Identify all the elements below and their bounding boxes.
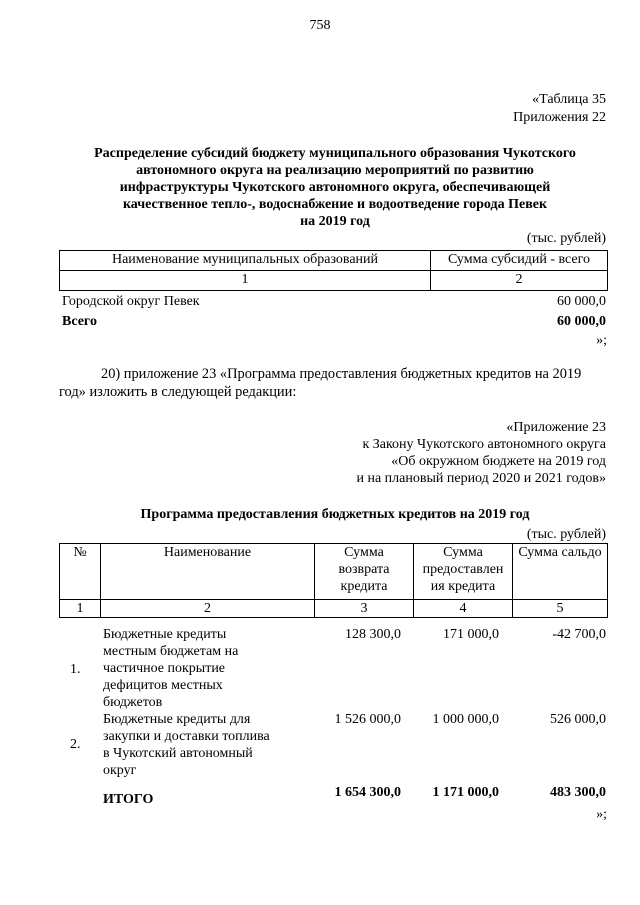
table2-row1-name-l1: Бюджетные кредиты	[103, 627, 227, 642]
table2-header-provision-l3: ия кредита	[430, 579, 496, 594]
table2-row2-return: 1 526 000,0	[334, 712, 401, 727]
table2-row1-provision: 171 000,0	[443, 627, 499, 642]
table-ref-line1: «Таблица 35	[532, 92, 606, 107]
table2-row1-name-l5: бюджетов	[103, 695, 163, 710]
table2-row2-balance: 526 000,0	[550, 712, 606, 727]
table2-header-return-l3: кредита	[340, 579, 388, 594]
title1-line5: на 2019 год	[300, 214, 370, 229]
table2-total-provision: 1 171 000,0	[432, 785, 499, 800]
table2-row1-return: 128 300,0	[345, 627, 401, 642]
table1-units: (тыс. рублей)	[526, 231, 606, 246]
paragraph-line2: год» изложить в следующей редакции:	[59, 384, 297, 400]
page-number: 758	[309, 18, 331, 33]
table2-header-return-l1: Сумма	[344, 545, 384, 560]
table2-row2-name-l2: закупки и доставки топлива	[103, 729, 270, 744]
table1-row-sum: 60 000,0	[557, 294, 606, 309]
table2-header-provision	[414, 544, 513, 600]
table2-row2-num: 2.	[70, 737, 81, 752]
table2-header-return-l2: возврата	[338, 562, 390, 577]
table2-col-num-2: 2	[101, 600, 315, 618]
table2-closing: »;	[596, 807, 607, 822]
table2-number-row	[60, 600, 608, 618]
table2-row2-provision: 1 000 000,0	[432, 712, 499, 727]
table2-row1-balance: -42 700,0	[552, 627, 606, 642]
title1-line1: Распределение субсидий бюджету муниципального образования Чукотского	[94, 146, 576, 161]
title1-line3: инфраструктуры Чукотского автономного округа, обеспечивающей	[119, 180, 551, 195]
table2-header-row	[60, 544, 608, 600]
table1-total-label: Всего	[62, 314, 97, 329]
table2-row1-name-l3: частичное покрытие	[103, 661, 226, 676]
table1-number-row	[60, 271, 608, 291]
table1-header-sum: Сумма субсидий - всего	[431, 251, 608, 271]
table2-header-name: Наименование	[101, 544, 315, 600]
appendix-ref-line4: и на плановый период 2020 и 2021 годов»	[356, 471, 606, 486]
table2-col-num-1: 1	[60, 600, 101, 618]
table1-header-name: Наименование муниципальных образований	[60, 251, 431, 271]
table2-row1-num: 1.	[70, 662, 81, 677]
table2-col-num-3: 3	[315, 600, 414, 618]
title1-line4: качественное тепло-, водоснабжение и водоотведение города Певек	[122, 197, 548, 212]
table2-row2-name-l4: округ	[103, 763, 137, 778]
table1-col-num-2: 2	[431, 271, 608, 291]
table2-total-balance: 483 300,0	[550, 785, 606, 800]
table-ref-line2: Приложения 22	[513, 110, 606, 125]
table2-units: (тыс. рублей)	[526, 527, 606, 542]
table2-row2-name-l1: Бюджетные кредиты для	[103, 712, 251, 727]
paragraph-line1: 20) приложение 23 «Программа предоставления бюджетных кредитов на 2019	[101, 366, 582, 382]
table2-header-num: №	[60, 544, 101, 600]
table1-closing: »;	[596, 333, 607, 348]
title2: Программа предоставления бюджетных кредитов на 2019 год	[140, 507, 530, 522]
table2-header-return	[315, 544, 414, 600]
table2-header-balance: Сумма сальдо	[513, 544, 608, 600]
table2-row2-name-l3: в Чукотский автономный	[103, 746, 253, 761]
table2-col-num-5: 5	[513, 600, 608, 618]
table2-row1-name-l4: дефицитов местных	[103, 678, 223, 693]
appendix-ref-line1: «Приложение 23	[506, 420, 606, 435]
table1-total-sum: 60 000,0	[557, 314, 606, 329]
credits-table-header	[59, 543, 608, 618]
table2-header-provision-l2: предоставлен	[422, 562, 504, 577]
subsidies-table	[59, 250, 608, 291]
table2-total-return: 1 654 300,0	[334, 785, 401, 800]
title1-line2: автономного округа на реализацию мероприятий по развитию	[136, 163, 534, 178]
table2-row2-name	[103, 711, 270, 779]
table2-row1-name	[103, 626, 238, 711]
table1-col-num-1: 1	[60, 271, 431, 291]
table1-row-name: Городской округ Певек	[62, 294, 200, 309]
table2-header-provision-l1: Сумма	[443, 545, 483, 560]
appendix-ref-line2: к Закону Чукотского автономного округа	[362, 437, 606, 452]
table2-col-num-4: 4	[414, 600, 513, 618]
appendix-ref-line3: «Об окружном бюджете на 2019 год	[391, 454, 606, 469]
table2-row1-name-l2: местным бюджетам на	[103, 644, 239, 659]
table2-total-label: ИТОГО	[103, 792, 154, 807]
table1-header-row	[60, 251, 608, 271]
